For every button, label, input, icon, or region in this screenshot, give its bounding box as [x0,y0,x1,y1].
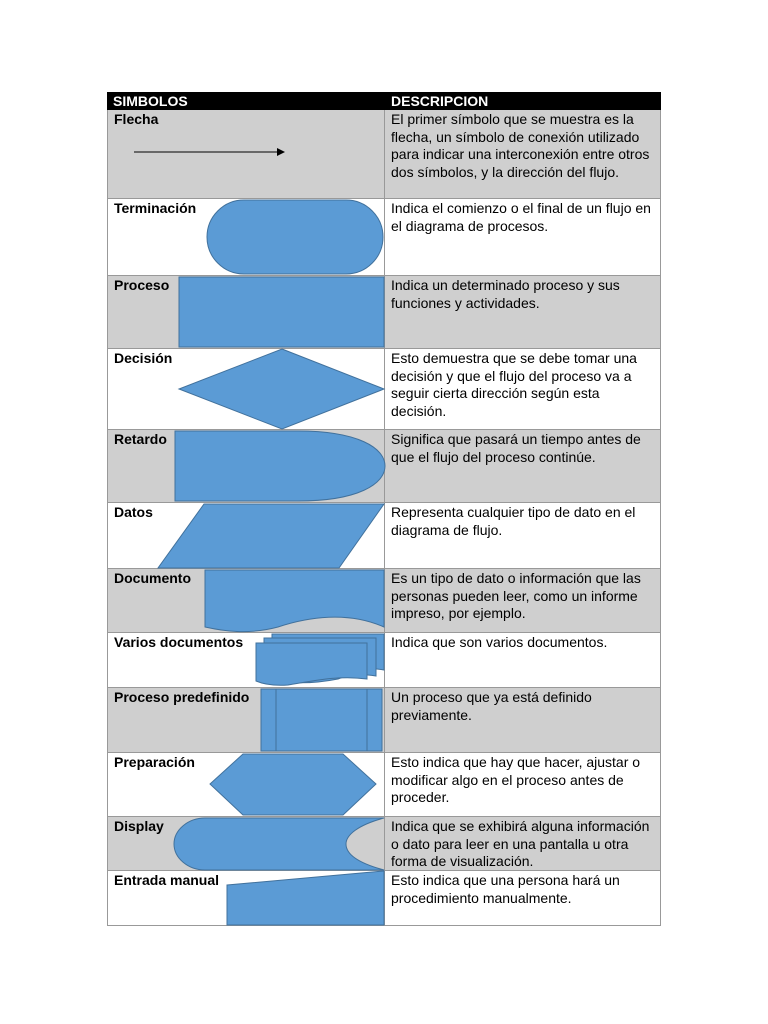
symbol-name: Preparación [114,754,195,770]
symbol-description: Indica que se exhibirá alguna información o dato para leer en una pantalla u otra forma de visualización. [391,818,650,869]
symbol-description: Esto indica que hay que hacer, ajustar o modificar algo en el proceso antes de proceder. [391,754,641,805]
symbol-description: Indica un determinado proceso y sus funciones y actividades. [391,277,620,311]
row-decision [107,349,661,430]
row-flecha [107,110,661,199]
header-description: DESCRIPCION [391,93,489,109]
symbol-name: Flecha [114,111,159,127]
symbol-name: Display [114,818,164,834]
row-retardo [107,430,661,503]
row-varios-documentos [107,633,661,688]
symbol-description: Esto demuestra que se debe tomar una decisión y que el flujo del proceso va a seguir cierta dirección según esta decisión. [391,350,637,419]
symbol-name: Decisión [114,350,173,366]
row-documento [107,569,661,633]
row-proceso-predefinido [107,688,661,753]
row-preparacion [107,753,661,817]
symbol-name: Proceso [114,277,170,293]
row-display [107,817,661,871]
symbol-description: Indica que son varios documentos. [391,634,608,650]
symbol-name: Varios documentos [114,634,244,650]
symbol-name: Terminación [114,200,197,216]
row-entrada-manual [107,871,661,926]
row-datos [107,503,661,569]
symbol-description: Es un tipo de dato o información que las personas pueden leer, como un informe impreso, por ejemplo. [391,570,641,621]
row-terminacion [107,199,661,276]
symbol-name: Documento [114,570,191,586]
symbol-name: Datos [114,504,153,520]
symbol-description: Indica el comienzo o el final de un flujo en el diagrama de procesos. [391,200,651,234]
symbol-name: Entrada manual [114,872,220,888]
symbol-description: Un proceso que ya está definido previamente. [391,689,592,723]
table-header [107,92,661,110]
symbol-description: Esto indica que una persona hará un procedimiento manualmente. [391,872,620,906]
symbol-description: El primer símbolo que se muestra es la flecha, un símbolo de conexión utilizado para indicar una interconexión entre otros dos símbolos, y la dirección del flujo. [391,111,650,180]
symbol-description: Representa cualquier tipo de dato en el diagrama de flujo. [391,504,636,538]
symbol-name: Proceso predefinido [114,689,250,705]
symbol-name: Retardo [114,431,167,447]
symbol-description: Significa que pasará un tiempo antes de que el flujo del proceso continúe. [391,431,641,465]
header-symbols: SIMBOLOS [113,93,188,109]
row-proceso [107,276,661,349]
